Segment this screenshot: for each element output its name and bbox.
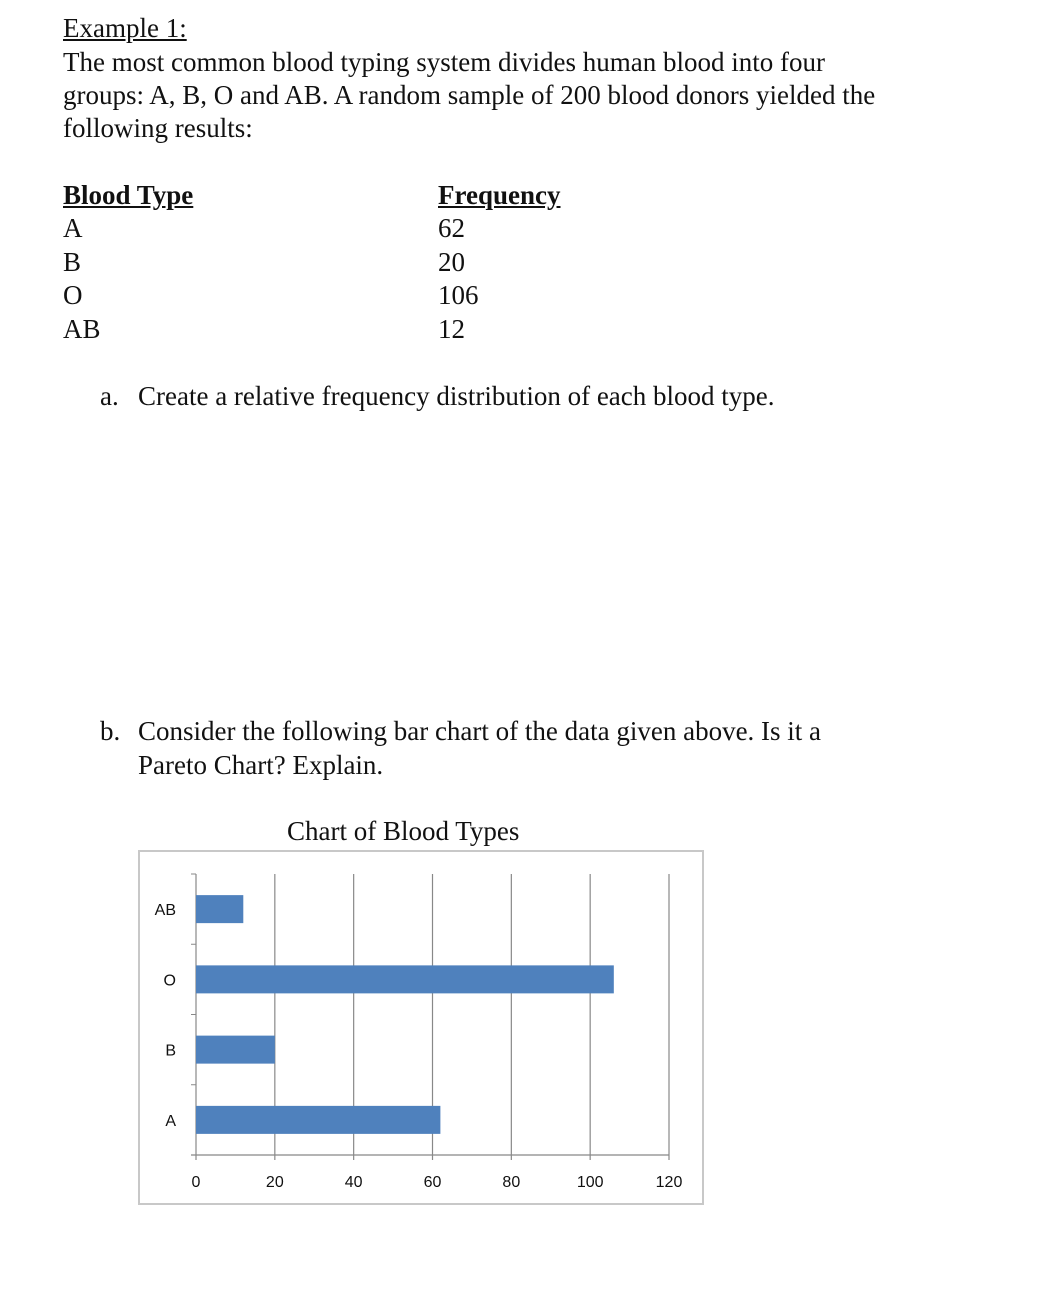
- bar-chart: [140, 852, 706, 1207]
- x-tick-label: 120: [655, 1174, 683, 1191]
- x-tick-label: 80: [502, 1174, 521, 1191]
- question-a-text: Create a relative frequency distribution of each blood type.: [138, 381, 775, 411]
- frequency-cell: 62: [438, 213, 465, 243]
- chart-frame: [138, 850, 704, 1205]
- question-b-marker: b.: [100, 716, 121, 746]
- intro-line-1: The most common blood typing system divides human blood into four: [63, 47, 825, 77]
- intro-line-3: following results:: [63, 113, 253, 143]
- frequency-cell: 20: [438, 246, 465, 277]
- x-tick-label: 60: [423, 1174, 442, 1191]
- table-header-blood-type: Blood Type: [63, 180, 194, 210]
- bar-o: [196, 965, 614, 993]
- frequency-cell: 12: [438, 313, 465, 344]
- y-tick-label: AB: [154, 902, 176, 920]
- frequency-cell: 106: [438, 280, 479, 310]
- question-a-marker: a.: [100, 381, 119, 411]
- blood-type-cell: B: [63, 246, 82, 277]
- chart-title: Chart of Blood Types: [287, 816, 520, 846]
- blood-type-cell: O: [63, 280, 83, 310]
- x-tick-label: 20: [265, 1174, 284, 1191]
- bar-ab: [196, 895, 243, 923]
- example-heading: Example 1:: [63, 13, 187, 43]
- bar-b: [196, 1036, 275, 1064]
- table-header-frequency: Frequency: [438, 180, 561, 210]
- x-tick-label: 40: [344, 1174, 363, 1191]
- blood-type-cell: A: [63, 213, 83, 243]
- x-tick-label: 0: [191, 1174, 201, 1191]
- y-tick-label: A: [165, 1112, 176, 1130]
- x-tick-label: 100: [576, 1174, 604, 1191]
- blood-type-cell: AB: [63, 313, 101, 344]
- y-tick-label: B: [165, 1042, 176, 1060]
- question-b-line-1: Consider the following bar chart of the data given above. Is it a: [138, 716, 822, 746]
- question-b-line-2: Pareto Chart? Explain.: [138, 750, 384, 780]
- bar-a: [196, 1106, 440, 1134]
- intro-line-2: groups: A, B, O and AB. A random sample of 200 blood donors yielded the: [63, 80, 876, 110]
- y-tick-label: O: [163, 972, 176, 990]
